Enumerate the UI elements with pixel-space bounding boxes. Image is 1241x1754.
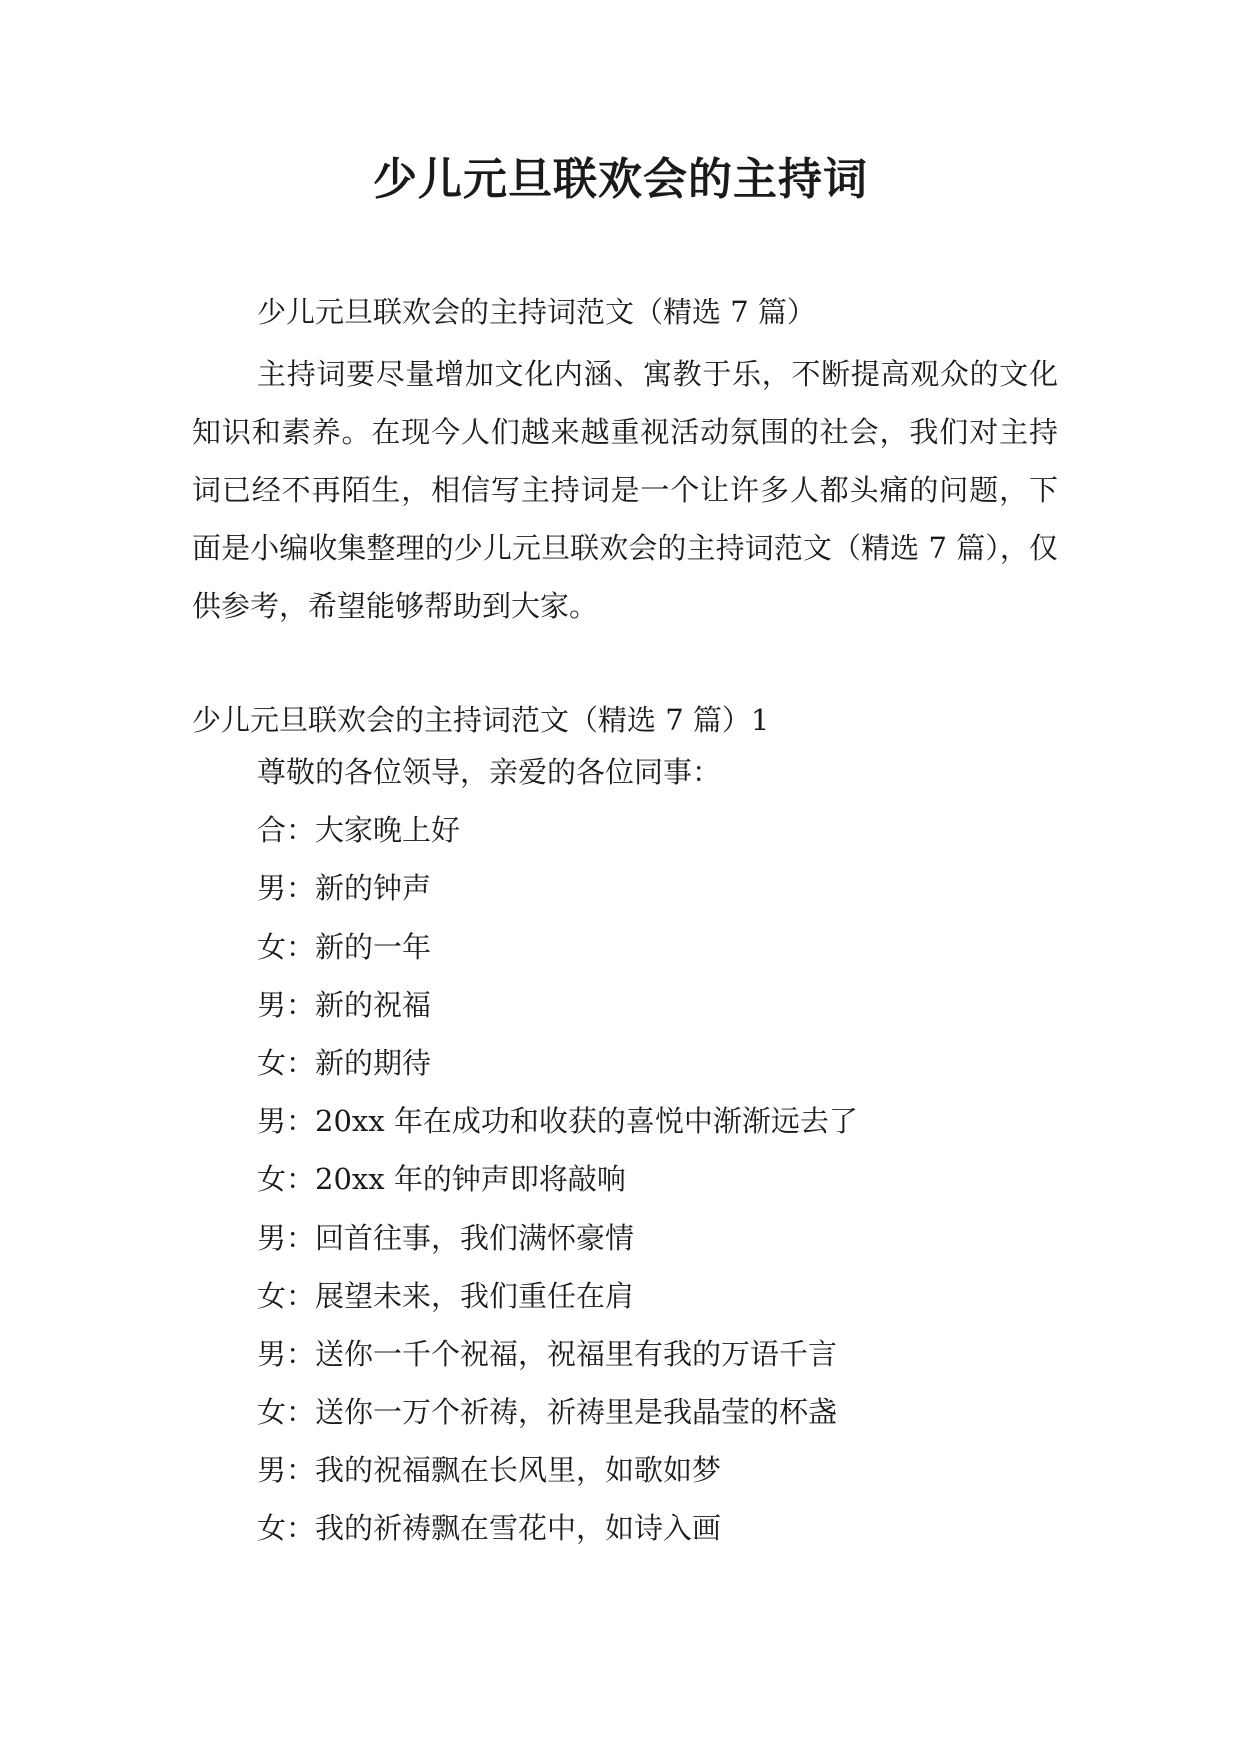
dialogue-line: 女：新的期待	[257, 1045, 432, 1080]
document-title: 少儿元旦联欢会的主持词	[373, 154, 868, 205]
dialogue-line: 男：20xx 年在成功和收获的喜悦中渐渐远去了	[257, 1104, 858, 1139]
dialogue-line: 男：回首往事，我们满怀豪情	[257, 1220, 635, 1255]
dialogue-line: 男：新的祝福	[257, 987, 432, 1022]
section-heading: 少儿元旦联欢会的主持词范文（精选 7 篇）1	[192, 703, 770, 737]
dialogue-line: 女：我的祈祷飘在雪花中，如诗入画	[257, 1511, 722, 1546]
dialogue-line: 女：展望未来，我们重任在肩	[257, 1278, 635, 1313]
intro-paragraph: 主持词要尽量增加文化内涵、寓教于乐，不断提高观众的文化知识和素养。在现今人们越来越重视活动氛围的社会，我们对主持词已经不再陌生，相信写主持词是一个让许多人都头痛的问题，下面是小编收集整理的少儿元旦联欢会的主持词范文（精选 7 篇），仅供参考，希望能够帮助到大家。	[192, 357, 1058, 623]
document-subtitle: 少儿元旦联欢会的主持词范文（精选 7 篇）	[257, 295, 816, 329]
dialogue-line: 尊敬的各位领导，亲爱的各位同事：	[257, 755, 722, 789]
dialogue-list	[257, 752, 858, 1567]
dialogue-line: 男：新的钟声	[257, 871, 432, 906]
dialogue-line: 男：我的祝福飘在长风里，如歌如梦	[257, 1453, 722, 1488]
dialogue-line: 女：送你一万个祈祷，祈祷里是我晶莹的杯盏	[257, 1395, 838, 1430]
dialogue-line: 合：大家晚上好	[257, 813, 461, 848]
dialogue-line: 女：20xx 年的钟声即将敲响	[257, 1162, 626, 1197]
dialogue-line: 女：新的一年	[257, 929, 432, 964]
dialogue-line: 男：送你一千个祝福，祝福里有我的万语千言	[257, 1336, 838, 1371]
